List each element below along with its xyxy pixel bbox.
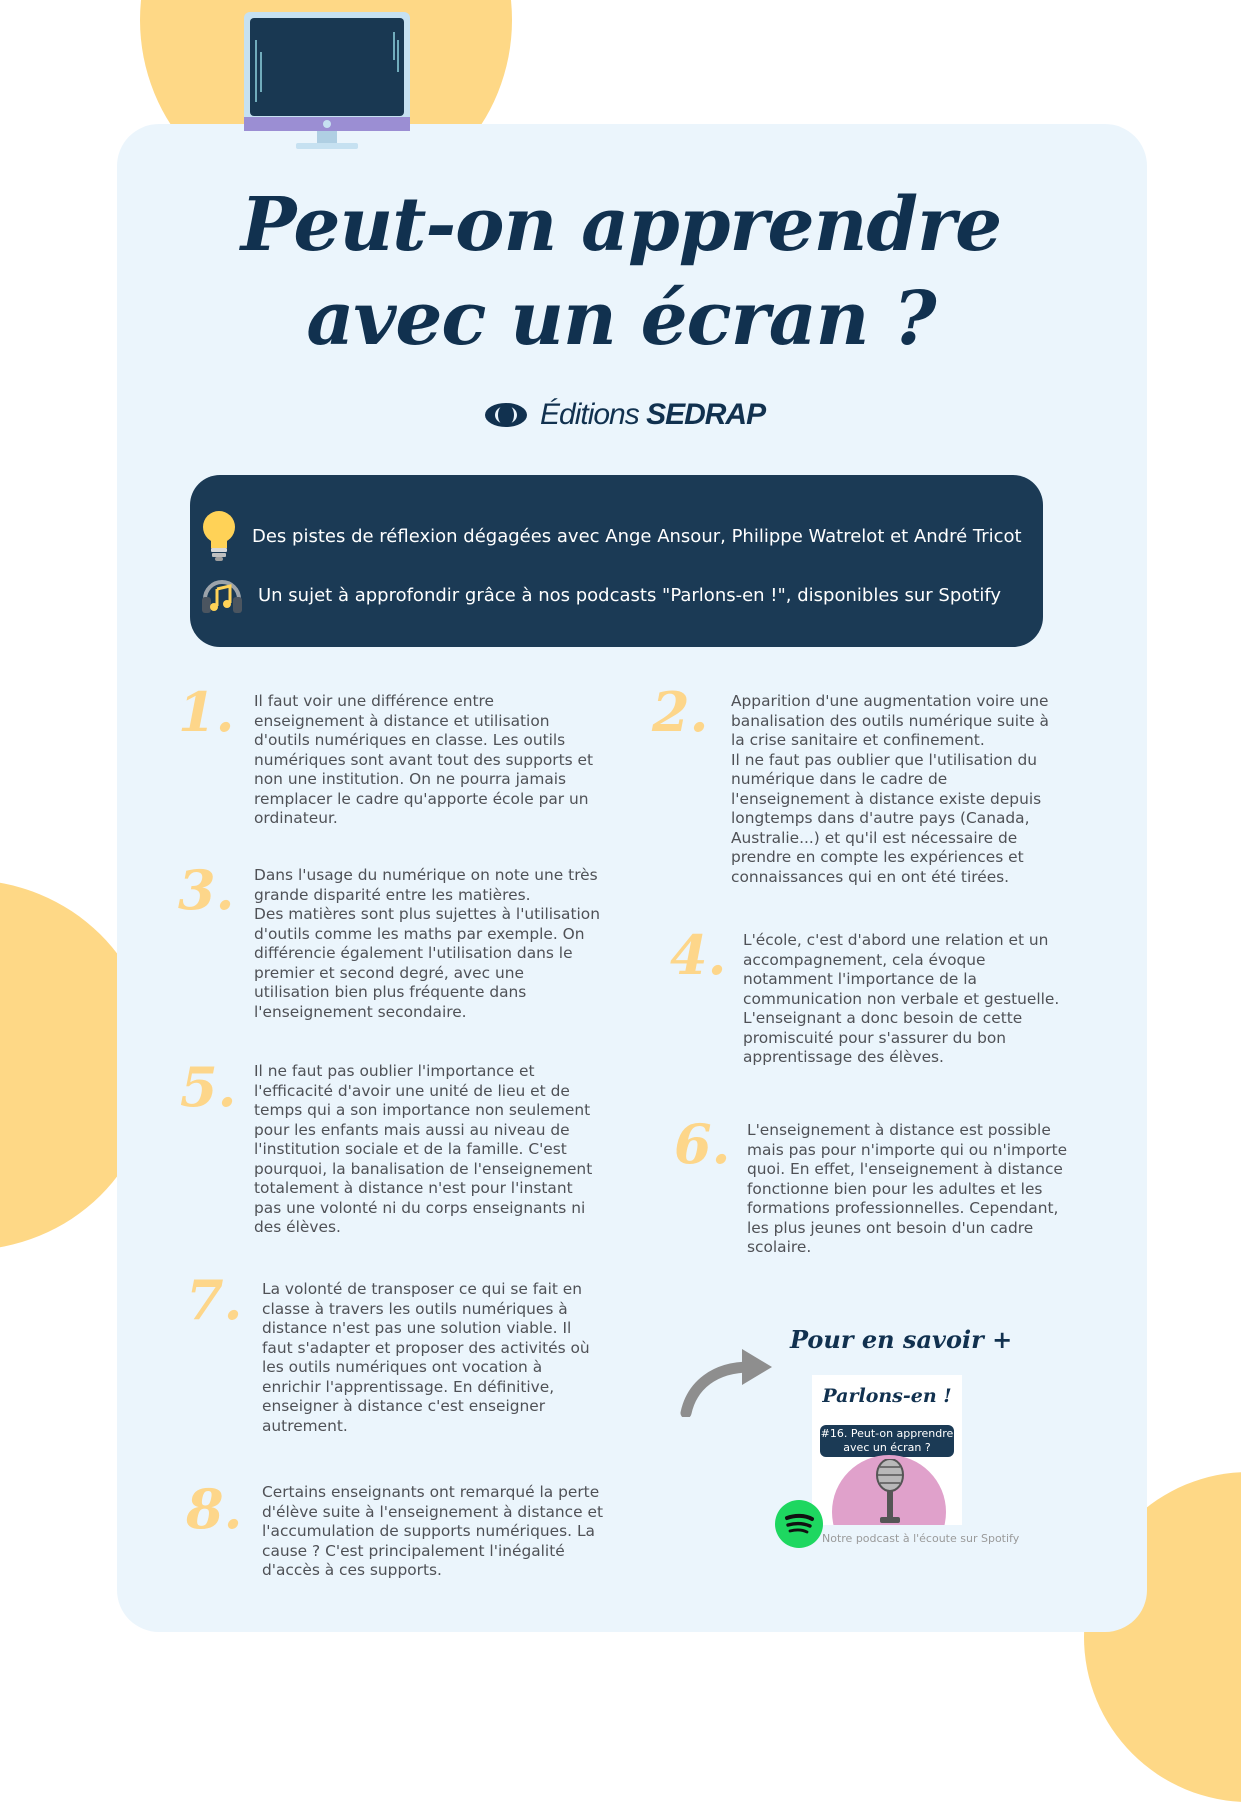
point-number: 1. — [178, 680, 235, 744]
info-banner — [190, 475, 1043, 647]
monitor-icon — [244, 12, 410, 152]
page-title: Peut-on apprendre avec un écran ? — [240, 182, 1002, 362]
brand-logo — [484, 395, 765, 435]
brand-name: Éditions SEDRAP — [540, 398, 766, 431]
microphone-icon — [870, 1459, 910, 1525]
more-info-title: Pour en savoir + — [790, 1325, 1013, 1354]
spotify-waves-icon — [775, 1500, 823, 1548]
banner-text-podcast: Un sujet à approfondir grâce à nos podcasts "Parlons-en !", disponibles sur Spotify — [258, 584, 1002, 606]
point-text: L'enseignement à distance est possible mais pas pour n'importe qui ou n'importe quoi. En effet, l'enseignement à distance fonctionne bien pour les adultes et les formations professionnelles. Cependant, les plus jeunes ont besoin d'un cadre scolaire. — [747, 1121, 1068, 1256]
point-number: 4. — [670, 923, 727, 987]
curved-arrow-icon — [680, 1345, 776, 1417]
point-number: 8. — [186, 1477, 243, 1541]
point-number: 5. — [180, 1055, 237, 1119]
point-text: Apparition d'une augmentation voire une banalisation des outils numérique suite à la crise sanitaire et confinement. Il ne faut pas oublier que l'utilisation du numérique dans le cadre de l'enseignement à distance existe depuis longtemps dans d'autre pays (Canada, Australie...) et qu'il est nécessaire de prendre en compte les expériences et connaissances qui en ont été tirées. — [731, 692, 1049, 886]
point-text: Il ne faut pas oublier l'importance et l'efficacité d'avoir une unité de lieu et de temps qui a son importance non seulement pour les enfants mais aussi au niveau de l'institution sociale et de la famille. C'est pourquoi, la banalisation de l'enseignement totalement à distance n'est pour l'instant pas une volonté ni du corps enseignants ni des élèves. — [254, 1062, 593, 1236]
point-number: 7. — [186, 1268, 243, 1332]
banner-text-experts: Des pistes de réflexion dégagées avec Ange Ansour, Philippe Watrelot et André Tricot — [252, 525, 1022, 547]
lightbulb-icon — [200, 510, 238, 562]
point-text: L'école, c'est d'abord une relation et un accompagnement, cela évoque notamment l'importance de la communication non verbale et gestuelle. L'enseignant a donc besoin de cette promiscuité pour s'assurer du bon apprentissage des élèves. — [743, 931, 1060, 1066]
podcast-cover-subtitle: #16. Peut-on apprendre avec un écran ? — [820, 1425, 954, 1457]
point-text: Il faut voir une différence entre enseignement à distance et utilisation d'outils numériques en classe. Les outils numériques sont avant tout des supports et non une institution. On ne pourra jamais remplacer le cadre qu'apporte école par un ordinateur. — [254, 692, 594, 827]
headphones-music-icon — [200, 573, 244, 617]
banner-item-podcast — [200, 573, 1001, 617]
podcast-caption: Notre podcast à l'écoute sur Spotify — [822, 1532, 1020, 1545]
point-number: 2. — [652, 680, 709, 744]
podcast-cover-title: Parlons-en ! — [822, 1385, 952, 1407]
point-text: Certains enseignants ont remarqué la perte d'élève suite à l'enseignement à distance et l'accumulation de supports numériques. La cause ? C'est principalement l'inégalité d'accès à ces supports. — [262, 1483, 604, 1579]
point-text: La volonté de transposer ce qui se fait en classe à travers les outils numériques à distance n'est pas une solution viable. Il faut s'adapter et proposer des activités où les outils numériques ont vocation à enrichir l'apprentissage. En définitive, enseigner à distance c'est enseigner autrement. — [262, 1280, 590, 1435]
point-number: 3. — [178, 858, 235, 922]
point-number: 6. — [674, 1112, 731, 1176]
podcast-cover[interactable] — [812, 1375, 962, 1525]
banner-item-experts — [200, 510, 1022, 562]
spotify-icon[interactable] — [775, 1500, 823, 1548]
sedrap-logo-icon — [484, 401, 528, 429]
point-text: Dans l'usage du numérique on note une très grande disparité entre les matières. Des matières sont plus sujettes à l'utilisation d'outils comme les maths par exemple. On différencie également l'utilisation dans le premier et second degré, avec une utilisation bien plus fréquente dans l'enseignement secondaire. — [254, 866, 600, 1021]
